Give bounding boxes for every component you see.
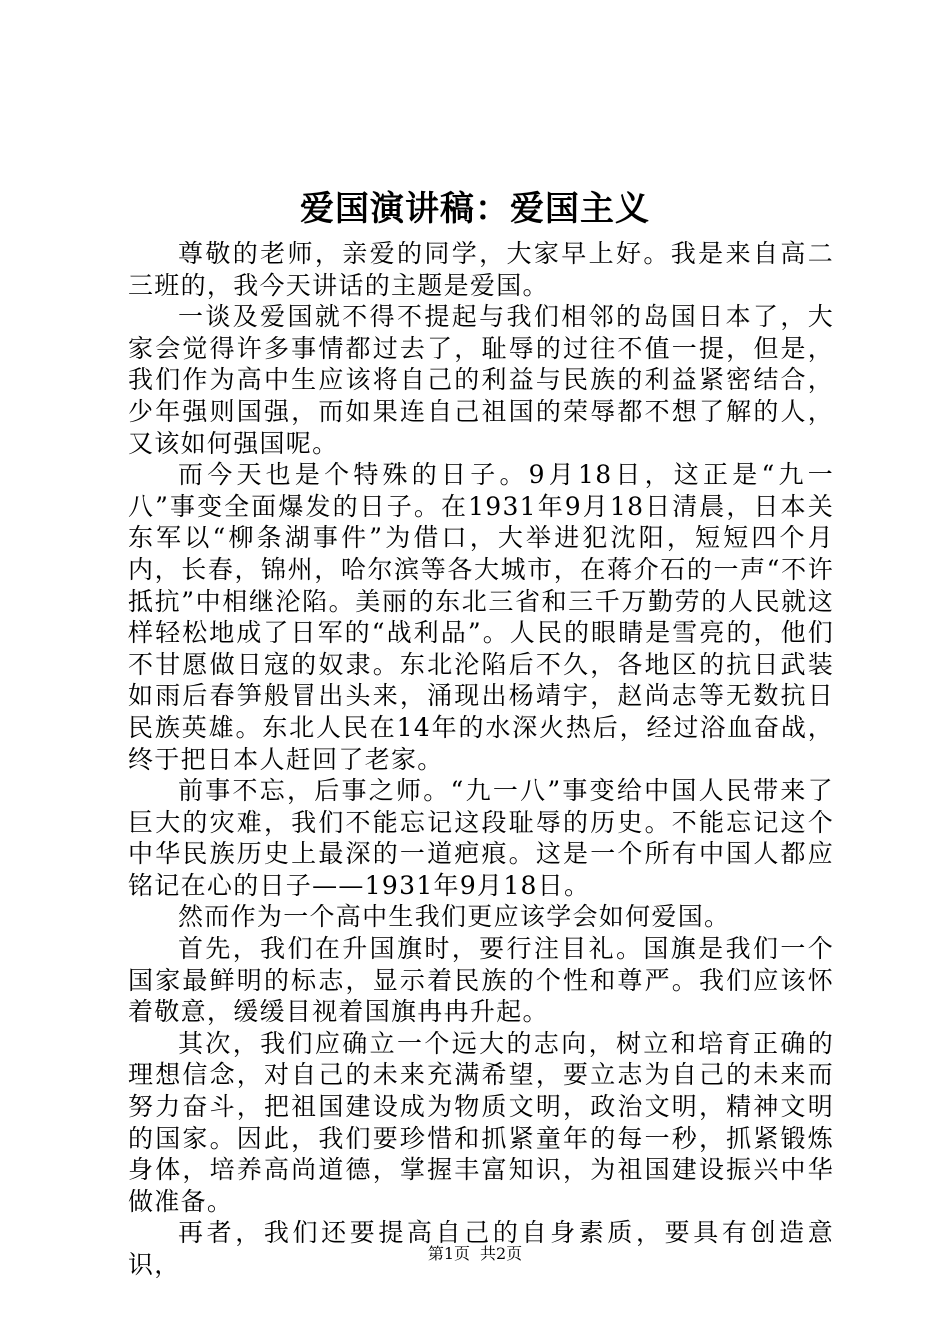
paragraph: 然而作为一个高中生我们更应该学会如何爱国。 <box>178 902 731 932</box>
page-footer <box>0 1243 950 1265</box>
paragraph: 尊敬的老师，亲爱的同学，大家早上好。我是来自高二三班的，我今天讲话的主题是爱国。 <box>128 239 834 300</box>
document-title: 爱国演讲稿：爱国主义 <box>300 189 650 229</box>
page-total: 共2页 <box>480 1244 523 1263</box>
page-number: 第1页 <box>427 1244 470 1263</box>
paragraph: 前事不忘，后事之师。“九一八”事变给中国人民带来了巨大的灾难，我们不能忘记这段耻辱的历史。不能忘记这个中华民族历史上最深的一道疤痕。这是一个所有中国人都应铭记在心的日子——1931年9月18日。 <box>128 776 834 900</box>
paragraph: 首先，我们在升国旗时，要行注目礼。国旗是我们一个国家最鲜明的标志，显示着民族的个性和尊严。我们应该怀着敬意，缓缓目视着国旗冉冉升起。 <box>128 934 834 1027</box>
paragraph: 一谈及爱国就不得不提起与我们相邻的岛国日本了，大家会觉得许多事情都过去了，耻辱的过往不值一提，但是，我们作为高中生应该将自己的利益与民族的利益紧密结合，少年强则国强，而如果连自己祖国的荣辱都不想了解的人，又该如何强国呢。 <box>128 302 834 458</box>
paragraph: 而今天也是个特殊的日子。9月18日，这正是“九一八”事变全面爆发的日子。在1931年9月18日清晨，日本关东军以“柳条湖事件”为借口，大举进犯沈阳，短短四个月内，长春，锦州，哈尔滨等各大城市，在蒋介石的一声“不许抵抗”中相继沦陷。美丽的东北三省和三千万勤劳的人民就这样轻松地成了日军的“战利品”。人民的眼睛是雪亮的，他们不甘愿做日寇的奴隶。东北沦陷后不久，各地区的抗日武装如雨后春笋般冒出头来，涌现出杨靖宇，赵尚志等无数抗日民族英雄。东北人民在14年的水深火热后，经过浴血奋战，终于把日本人赶回了老家。 <box>128 460 834 774</box>
paragraph: 再者，我们还要提高自己的自身素质，要具有创造意识， <box>128 1218 834 1279</box>
paragraph: 其次，我们应确立一个远大的志向，树立和培育正确的理想信念，对自己的未来充满希望，要立志为自己的未来而努力奋斗，把祖国建设成为物质文明，政治文明，精神文明的国家。因此，我们要珍惜和抓紧童年的每一秒，抓紧锻炼身体，培养高尚道德，掌握丰富知识，为祖国建设振兴中华做准备。 <box>128 1028 834 1216</box>
document-body <box>128 238 834 1281</box>
